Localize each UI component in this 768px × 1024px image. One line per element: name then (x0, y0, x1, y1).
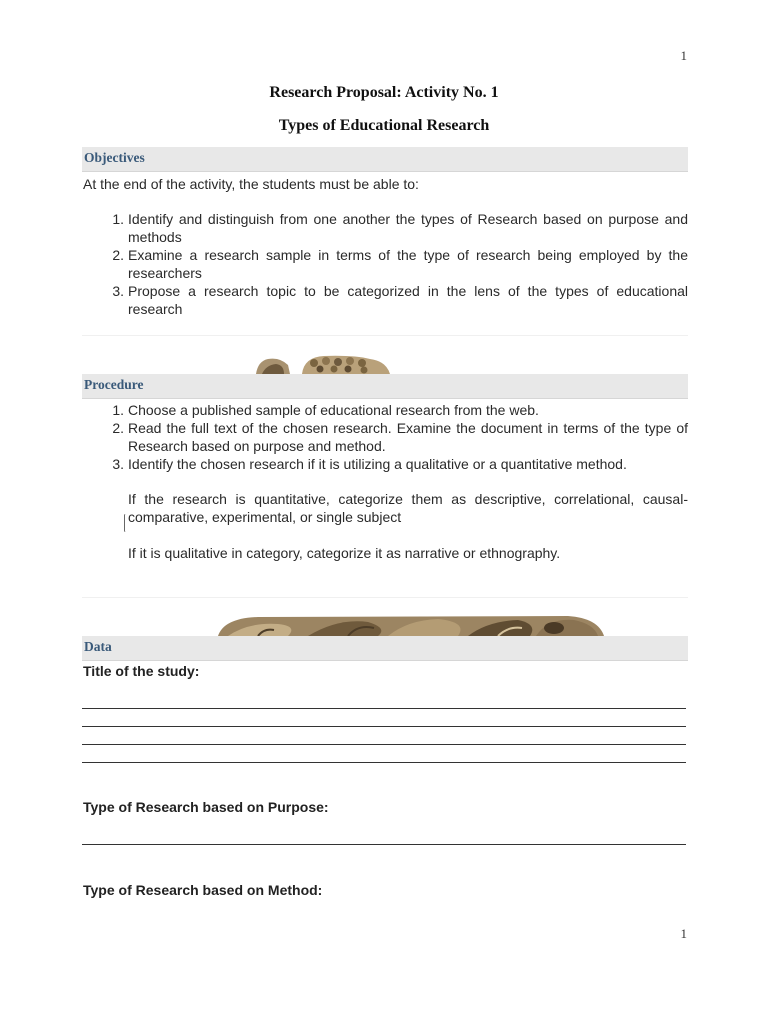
statue-image-fragment (254, 355, 394, 374)
statue-drapery-image-fragment (218, 616, 604, 636)
procedure-item-3 (104, 455, 688, 473)
list-text: Propose a research topic to be categorized in the lens of the types of educational research (128, 283, 688, 317)
answer-line[interactable] (82, 744, 686, 745)
procedure-heading: Procedure (84, 377, 144, 392)
procedure-section-bar (82, 374, 688, 399)
page-number-top: 1 (680, 48, 687, 63)
list-number: 2. (112, 247, 124, 263)
objectives-intro: At the end of the activity, the students must be able to: (83, 176, 419, 192)
answer-line[interactable] (82, 762, 686, 763)
list-number: 1. (112, 211, 124, 227)
objective-item-3 (104, 282, 688, 318)
procedure-item-1 (104, 401, 688, 419)
page-number-bottom: 1 (680, 926, 687, 941)
cursor-mark (124, 514, 127, 532)
list-text: Identify the chosen research if it is utilizing a qualitative or a quantitative method. (128, 456, 627, 472)
answer-line[interactable] (82, 726, 686, 727)
objective-item-1 (104, 210, 688, 246)
objectives-heading: Objectives (84, 150, 145, 165)
method-type-label: Type of Research based on Method: (83, 882, 323, 898)
section-divider (82, 597, 688, 598)
document-subtitle: Types of Educational Research (278, 117, 490, 134)
purpose-type-label: Type of Research based on Purpose: (83, 799, 329, 815)
list-text: Choose a published sample of educational research from the web. (128, 402, 539, 418)
list-number: 1. (112, 402, 124, 418)
title-of-study-label: Title of the study: (83, 663, 200, 679)
document-title: Research Proposal: Activity No. 1 (269, 84, 499, 101)
answer-line[interactable] (82, 708, 686, 709)
objectives-section-bar (82, 147, 688, 172)
quantitative-note: If the research is quantitative, categorize them as descriptive, correlational, causal-comparative, experimental, or single subject (128, 491, 688, 525)
list-number: 3. (112, 456, 124, 472)
data-section-bar (82, 636, 688, 661)
section-divider (82, 335, 688, 336)
list-text: Examine a research sample in terms of the type of research being employed by the researchers (128, 247, 688, 281)
list-text: Identify and distinguish from one another the types of Research based on purpose and methods (128, 211, 688, 245)
data-heading: Data (84, 639, 112, 654)
list-number: 3. (112, 283, 124, 299)
procedure-item-2 (104, 419, 688, 455)
objective-item-2 (104, 246, 688, 282)
qualitative-note: If it is qualitative in category, categorize it as narrative or ethnography. (128, 545, 561, 561)
answer-line[interactable] (82, 844, 686, 845)
list-text: Read the full text of the chosen research. Examine the document in terms of the type of Research based on purpose and method. (128, 420, 688, 454)
list-number: 2. (112, 420, 124, 436)
